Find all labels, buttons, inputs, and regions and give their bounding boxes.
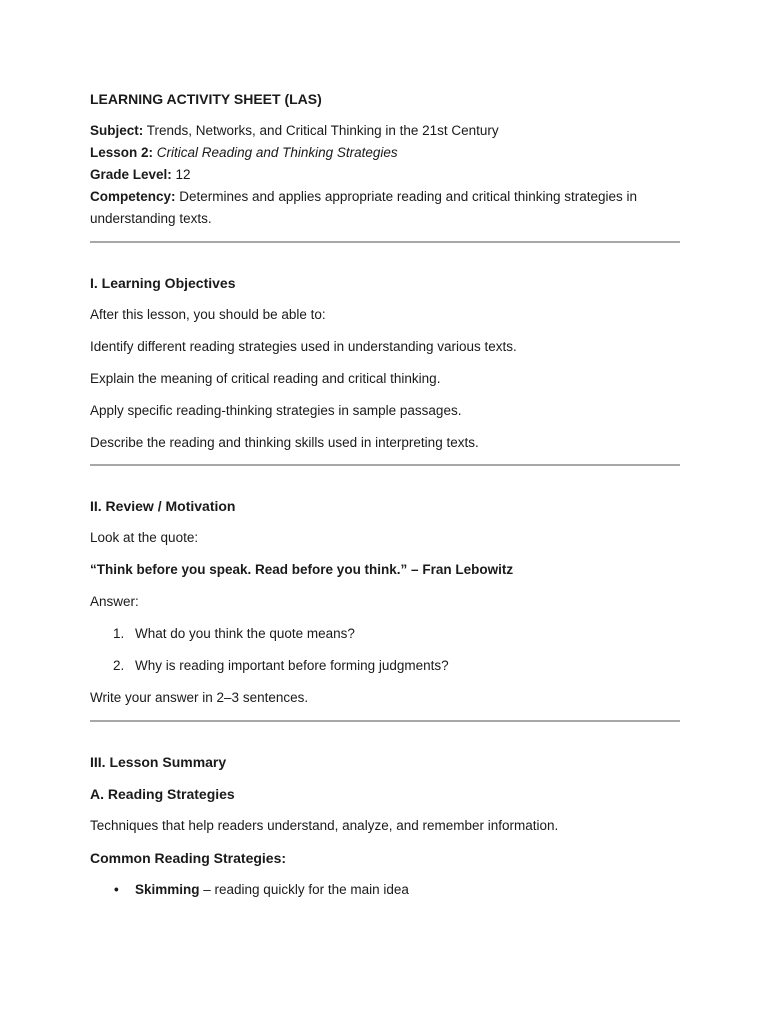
document-page [90, 88, 680, 901]
subject-line [90, 120, 680, 142]
objectives-intro: After this lesson, you should be able to: [90, 307, 326, 322]
question-text: Why is reading important before forming judgments? [135, 658, 449, 673]
strategy-item [90, 879, 680, 901]
subject-value: Trends, Networks, and Critical Thinking in the 21st Century [143, 123, 499, 138]
review-heading: II. Review / Motivation [90, 498, 236, 514]
competency-line [90, 186, 680, 230]
summary-heading: III. Lesson Summary [90, 754, 227, 770]
divider [90, 720, 680, 722]
objectives-heading: I. Learning Objectives [90, 275, 236, 291]
grade-value: 12 [171, 167, 191, 182]
summary-description: Techniques that help readers understand, analyze, and remember information. [90, 818, 559, 833]
answer-instruction: Write your answer in 2–3 sentences. [90, 690, 309, 705]
objective-item: Apply specific reading-thinking strategies in sample passages. [90, 403, 462, 418]
grade-line [90, 164, 680, 186]
divider [90, 464, 680, 466]
grade-label: Grade Level: [90, 167, 172, 182]
objective-item: Explain the meaning of critical reading and critical thinking. [90, 371, 441, 386]
question-number: 1. [113, 626, 125, 641]
question-item [90, 655, 680, 677]
divider [90, 241, 680, 243]
strategy-definition: – reading quickly for the main idea [199, 882, 409, 897]
answer-label: Answer: [90, 594, 139, 609]
competency-label: Competency: [90, 189, 176, 204]
lesson-value: Critical Reading and Thinking Strategies [156, 145, 398, 160]
lesson-line [90, 142, 680, 164]
question-text: What do you think the quote means? [135, 626, 355, 641]
question-list [90, 623, 680, 677]
quote-text: “Think before you speak. Read before you think.” – Fran Lebowitz [90, 562, 514, 577]
strategy-list [90, 879, 680, 901]
document-title: LEARNING ACTIVITY SHEET (LAS) [90, 91, 322, 107]
review-intro: Look at the quote: [90, 530, 199, 545]
lesson-label: Lesson 2: [90, 145, 154, 160]
competency-value: Determines and applies appropriate reading and critical thinking strategies in understanding texts. [90, 189, 638, 226]
question-number: 2. [113, 658, 125, 673]
question-item [90, 623, 680, 645]
objective-item: Identify different reading strategies used in understanding various texts. [90, 339, 517, 354]
objective-item: Describe the reading and thinking skills used in interpreting texts. [90, 435, 479, 450]
bullet-icon: • [114, 882, 119, 897]
strategy-term: Skimming [135, 882, 200, 897]
subject-label: Subject: [90, 123, 144, 138]
common-strategies-heading: Common Reading Strategies: [90, 850, 287, 866]
summary-subheading: A. Reading Strategies [90, 786, 235, 802]
